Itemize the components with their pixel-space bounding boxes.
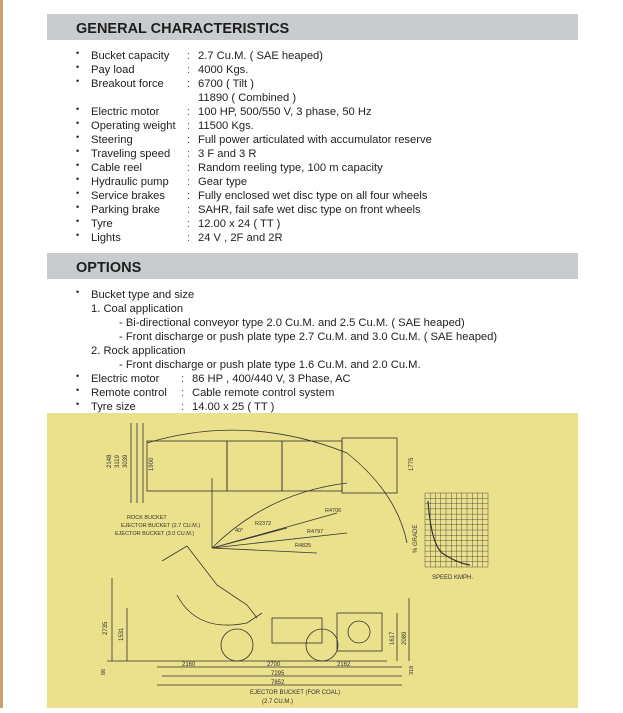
item-value: 11890 ( Combined ) bbox=[198, 92, 297, 104]
list-item bbox=[76, 316, 497, 330]
item-value: 4000 Kgs. bbox=[198, 64, 249, 76]
option-text: 2. Rock application bbox=[91, 345, 186, 357]
item-label: Operating weight bbox=[91, 120, 176, 132]
item-value: Cable remote control system bbox=[192, 387, 335, 399]
colon-separator: : bbox=[187, 106, 191, 118]
list-item bbox=[76, 231, 432, 245]
item-label: Parking brake bbox=[91, 204, 161, 216]
general-characteristics-list bbox=[76, 49, 432, 245]
colon-separator: : bbox=[187, 134, 191, 146]
item-label: Breakout force bbox=[91, 78, 164, 90]
drawing-caption: EJECTOR BUCKET (FOR COAL) bbox=[250, 690, 341, 696]
colon-separator: : bbox=[187, 50, 191, 62]
bullet-icon: • bbox=[76, 188, 80, 198]
graph-x-label: SPEED KMPH. bbox=[432, 575, 474, 581]
list-item bbox=[76, 77, 432, 91]
bullet-icon: • bbox=[76, 399, 80, 409]
item-label: Service brakes bbox=[91, 190, 165, 202]
colon-separator: : bbox=[187, 64, 191, 76]
radius-label: R4706 bbox=[325, 508, 342, 514]
dim-label: 7852 bbox=[271, 680, 285, 686]
colon-separator: : bbox=[187, 190, 191, 202]
item-label: Tyre bbox=[91, 218, 113, 230]
dim-label: 1617 bbox=[390, 631, 396, 645]
colon-separator: : bbox=[181, 401, 185, 413]
list-item-continuation bbox=[76, 91, 432, 105]
loader-dimension-drawing bbox=[47, 413, 578, 708]
item-label: Cable reel bbox=[91, 162, 142, 174]
options-list bbox=[76, 288, 497, 414]
dim-label: 86 bbox=[101, 668, 107, 675]
option-text: - Front discharge or push plate type 1.6 Cu.M. and 2.0 Cu.M. bbox=[119, 359, 421, 371]
item-value: 24 V , 2F and 2R bbox=[198, 232, 283, 244]
option-rows bbox=[76, 372, 497, 414]
general-characteristics-header bbox=[47, 14, 578, 40]
list-item bbox=[76, 344, 497, 358]
item-value: SAHR, fail safe wet disc type on front wheels bbox=[198, 204, 421, 216]
list-item bbox=[76, 217, 432, 231]
bullet-icon: • bbox=[76, 216, 80, 226]
bucket-label: ROCK BUCKET bbox=[127, 515, 167, 521]
angle-label: 40° bbox=[235, 528, 244, 534]
side-view bbox=[107, 546, 409, 685]
bullet-icon: • bbox=[76, 104, 80, 114]
list-item bbox=[76, 358, 497, 372]
bullet-icon: • bbox=[76, 118, 80, 128]
item-label: Bucket capacity bbox=[91, 50, 170, 62]
radius-label: R4797 bbox=[307, 529, 324, 535]
colon-separator: : bbox=[187, 148, 191, 160]
dim-label: 2735 bbox=[103, 621, 109, 635]
list-item bbox=[76, 386, 497, 400]
dim-label: 1531 bbox=[119, 627, 125, 641]
dim-label: 7295 bbox=[271, 671, 285, 677]
dim-label: 2089 bbox=[402, 631, 408, 645]
list-item bbox=[76, 302, 497, 316]
bullet-icon: • bbox=[76, 385, 80, 395]
item-value: Random reeling type, 100 m capacity bbox=[198, 162, 383, 174]
bullet-icon: • bbox=[76, 146, 80, 156]
section-title: GENERAL CHARACTERISTICS bbox=[76, 21, 290, 37]
dim-label: 318 bbox=[409, 665, 415, 675]
dim-label: 1900 bbox=[149, 457, 155, 471]
list-item bbox=[76, 49, 432, 63]
item-value: Gear type bbox=[198, 176, 248, 188]
dim-label: 1775 bbox=[409, 457, 415, 471]
bullet-icon: • bbox=[76, 174, 80, 184]
section-title: OPTIONS bbox=[76, 260, 142, 276]
bullet-icon: • bbox=[76, 287, 80, 297]
drawing-caption: (2.7 CU.M.) bbox=[262, 699, 294, 705]
option-text: 1. Coal application bbox=[91, 303, 184, 315]
bullet-icon: • bbox=[76, 160, 80, 170]
list-item bbox=[76, 372, 497, 386]
bucket-label: EJECTOR BUCKET (3.0 CU.M.) bbox=[115, 531, 195, 537]
item-label: Electric motor bbox=[91, 106, 160, 118]
list-item bbox=[76, 400, 497, 414]
item-label: Lights bbox=[91, 232, 121, 244]
item-value: 100 HP, 500/550 V, 3 phase, 50 Hz bbox=[198, 106, 372, 118]
dim-label: 2148 bbox=[107, 454, 113, 468]
radius-label: R2372 bbox=[255, 521, 272, 527]
item-label: Pay load bbox=[91, 64, 135, 76]
item-value: Full power articulated with accumulator reserve bbox=[198, 134, 432, 146]
item-value: 86 HP , 400/440 V, 3 Phase, AC bbox=[192, 373, 351, 385]
list-item bbox=[76, 203, 432, 217]
list-item bbox=[76, 175, 432, 189]
option-text: - Front discharge or push plate type 2.7 Cu.M. and 3.0 Cu.M. ( SAE heaped) bbox=[119, 331, 498, 343]
list-item bbox=[76, 147, 432, 161]
options-header bbox=[47, 253, 578, 279]
list-item bbox=[76, 119, 432, 133]
dim-label: 2700 bbox=[267, 662, 281, 668]
bucket-label: EJECTOR BUCKET (2.7 CU.M.) bbox=[121, 523, 201, 529]
option-text: Bucket type and size bbox=[91, 289, 195, 301]
radius-label: R4825 bbox=[295, 543, 312, 549]
bullet-icon: • bbox=[76, 48, 80, 58]
list-item bbox=[76, 189, 432, 203]
list-item bbox=[76, 63, 432, 77]
item-label: Traveling speed bbox=[91, 148, 171, 160]
dim-label: 2160 bbox=[182, 662, 196, 668]
item-label: Hydraulic pump bbox=[91, 176, 169, 188]
list-item bbox=[76, 288, 497, 302]
colon-separator: : bbox=[187, 204, 191, 216]
bullet-icon: • bbox=[76, 230, 80, 240]
item-value: 14.00 x 25 ( TT ) bbox=[192, 401, 275, 413]
item-value: Fully enclosed wet disc type on all four wheels bbox=[198, 190, 428, 202]
item-label: Electric motor bbox=[91, 373, 160, 385]
dimension-drawing-panel bbox=[47, 413, 578, 708]
list-item bbox=[76, 133, 432, 147]
colon-separator: : bbox=[181, 373, 185, 385]
bullet-icon: • bbox=[76, 371, 80, 381]
list-item bbox=[76, 330, 497, 344]
item-value: 2.7 Cu.M. ( SAE heaped) bbox=[198, 50, 323, 62]
item-value: 12.00 x 24 ( TT ) bbox=[198, 218, 281, 230]
list-item bbox=[76, 161, 432, 175]
colon-separator: : bbox=[187, 232, 191, 244]
item-label: Remote control bbox=[91, 387, 167, 399]
dim-label: 3039 bbox=[123, 454, 129, 468]
option-text: - Bi-directional conveyor type 2.0 Cu.M. and 2.5 Cu.M. ( SAE heaped) bbox=[119, 317, 465, 329]
item-value: 3 F and 3 R bbox=[198, 148, 257, 160]
colon-separator: : bbox=[181, 387, 185, 399]
grade-curve bbox=[428, 501, 470, 565]
bullet-icon: • bbox=[76, 202, 80, 212]
grade-speed-graph bbox=[425, 493, 488, 567]
bullet-icon: • bbox=[76, 62, 80, 72]
dim-label: 2162 bbox=[337, 662, 351, 668]
item-label: Steering bbox=[91, 134, 133, 146]
bullet-icon: • bbox=[76, 76, 80, 86]
colon-separator: : bbox=[187, 162, 191, 174]
item-value: 11500 Kgs. bbox=[198, 120, 254, 132]
list-item bbox=[76, 105, 432, 119]
graph-y-label: % GRADE bbox=[413, 524, 419, 553]
dim-label: 3119 bbox=[115, 455, 121, 468]
colon-separator: : bbox=[187, 120, 191, 132]
item-label: Tyre size bbox=[91, 401, 136, 413]
colon-separator: : bbox=[187, 78, 191, 90]
page-edge bbox=[0, 0, 3, 708]
colon-separator: : bbox=[187, 218, 191, 230]
item-value: 6700 ( Tilt ) bbox=[198, 78, 254, 90]
colon-separator: : bbox=[187, 176, 191, 188]
bullet-icon: • bbox=[76, 132, 80, 142]
